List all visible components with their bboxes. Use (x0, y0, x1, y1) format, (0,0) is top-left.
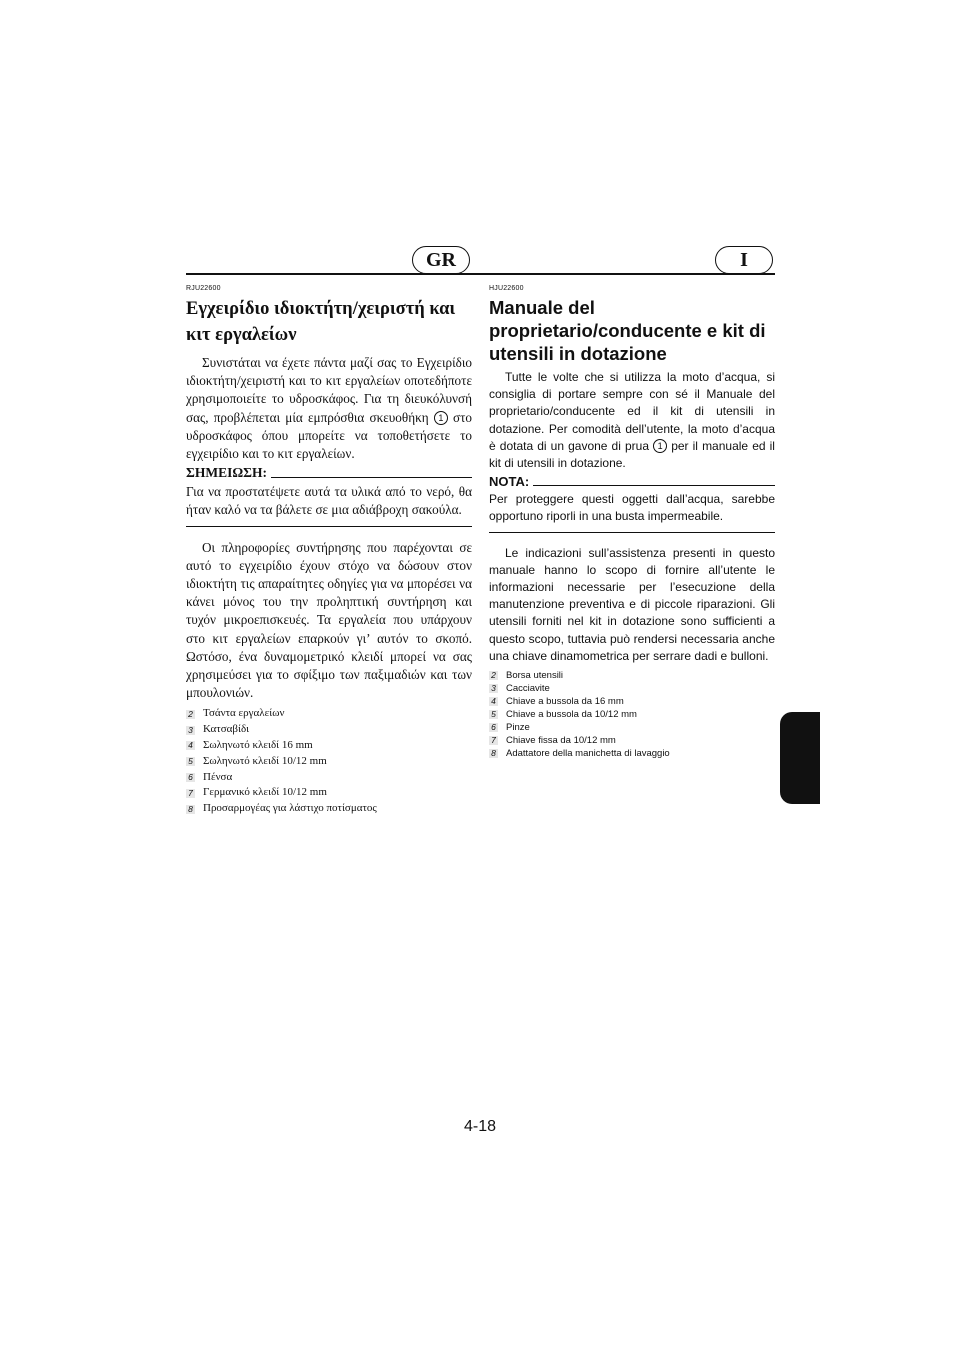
item-number: 3 (186, 726, 195, 735)
legend-item: 7 Γερμανικό κλειδί 10/12 mm (186, 785, 472, 801)
item-number: 3 (489, 684, 498, 693)
item-number: 6 (489, 723, 498, 732)
section-code: HJU22600 (489, 285, 524, 292)
legend-item: 4 Chiave a bussola da 16 mm (489, 695, 775, 708)
legend-item: 3 Cacciavite (489, 682, 775, 695)
item-number: 5 (186, 757, 195, 766)
section-code: RJU22600 (186, 285, 221, 292)
page-number: 4-18 (463, 1118, 497, 1135)
callout-marker: 1 (653, 439, 667, 453)
note-heading (186, 465, 472, 481)
callout-marker: 1 (434, 411, 448, 425)
legend-item: 4 Σωληνωτό κλειδί 16 mm (186, 738, 472, 754)
intro-paragraph: Συνιστάται να έχετε πάντα μαζί σας το Εγχειρίδιο ιδιοκτήτη/χειριστή και το κιτ εργαλείων οποτεδήποτε χρησιμοποιείτε το υδροσκάφος. Για τη διευκόλυνσή σας, προβλέπεται μία εμπρόσθια σκευοθήκη 1 στο υδροσκάφος όπου μπορείτε να τοποθετήσετε το εγχειρίδιο και το κιτ εργαλείων. (186, 355, 473, 462)
item-number: 7 (489, 736, 498, 745)
item-number: 5 (489, 710, 498, 719)
item-number: 2 (186, 710, 195, 719)
parts-legend (186, 706, 472, 817)
item-number: 8 (489, 749, 498, 758)
item-number: 2 (489, 671, 498, 680)
item-number: 6 (186, 773, 195, 782)
item-number: 4 (489, 697, 498, 706)
item-number: 7 (186, 789, 195, 798)
note-heading (489, 474, 775, 489)
note-label: NOTA: (489, 474, 530, 490)
item-number: 8 (186, 805, 195, 814)
parts-legend (489, 669, 775, 760)
section-title: Εγχειρίδιο ιδιοκτήτη/χειριστή και κιτ εργαλείων (186, 299, 456, 345)
section-title: Manuale del proprietario/conducente e kit di utensili in dotazione (489, 297, 766, 364)
note-rule (271, 477, 472, 478)
note-text: Per proteggere questi oggetti dall’acqua, sarebbe opportuno riporli in una busta impermeabile. (489, 491, 775, 532)
legend-item: 5 Chiave a bussola da 10/12 mm (489, 708, 775, 721)
note-text: Για να προστατέψετε αυτά τα υλικά από το νερό, θα ήταν καλό να τα βάλετε σε μια αδιάβροχη σακούλα. (186, 483, 472, 526)
maintenance-paragraph: Οι πληροφορίες συντήρησης που παρέχονται σε αυτό το εγχειρίδιο έχουν στόχο να δώσουν στον ιδιοκτήτη τις απαραίτητες οδηγίες για να μπορέσει να κάνει μόνος του την προληπτική συντήρηση και τυχόν μικροεπισκευές. Τα εργαλεία που υπάρχουν στο κιτ εργαλείων επαρκούν γι’ αυτόν το σκοπό. Ωστόσο, ένα δυναμομετρικό κλειδί μπορεί να σας χρησιμεύσει για το σφίξιμο των παξιμαδιών και των μπουλονιών. (186, 539, 472, 701)
language-badge-greek: GR (412, 246, 470, 274)
legend-item: 5 Σωληνωτό κλειδί 10/12 mm (186, 754, 472, 770)
item-number: 4 (186, 741, 195, 750)
intro-paragraph: Tutte le volte che si utilizza la moto d’acqua, si consiglia di portare sempre con sé il Manuale del proprietario/conducente ed il kit di utensili in dotazione. Per comodità dell’utente, la moto d’acqua è dotata di un gavone di prua 1 per il manuale ed il kit di utensili in dotazione. (489, 370, 775, 471)
legend-item: 6 Pinze (489, 721, 775, 734)
maintenance-paragraph: Le indicazioni sull’assistenza presenti in questo manuale hanno lo scopo di fornire all’utente le informazioni necessarie per l’esecuzione della manutenzione preventiva e di piccole riparazioni. Gli utensili forniti nel kit in dotazione sono sufficienti a questo scopo, tuttavia può rendersi necessaria anche una chiave dinamometrica per serrare dadi e bulloni. (489, 545, 775, 663)
header-rule (186, 273, 775, 275)
legend-item: 8 Προσαρμογέας για λάστιχο ποτίσματος (186, 801, 472, 817)
note-rule (533, 485, 775, 486)
note-label: ΣΗΜΕΙΩΣΗ: (186, 465, 267, 481)
greek-column (186, 285, 472, 817)
legend-item: 8 Adattatore della manichetta di lavaggio (489, 747, 775, 760)
legend-item: 3 Κατσαβίδι (186, 722, 472, 738)
legend-item: 7 Chiave fissa da 10/12 mm (489, 734, 775, 747)
legend-item: 2 Τσάντα εργαλείων (186, 706, 472, 722)
legend-item: 2 Borsa utensili (489, 669, 775, 682)
legend-item: 6 Πένσα (186, 770, 472, 786)
chapter-side-tab (780, 712, 820, 804)
italian-column (489, 285, 775, 760)
language-badge-italian: I (715, 246, 773, 274)
